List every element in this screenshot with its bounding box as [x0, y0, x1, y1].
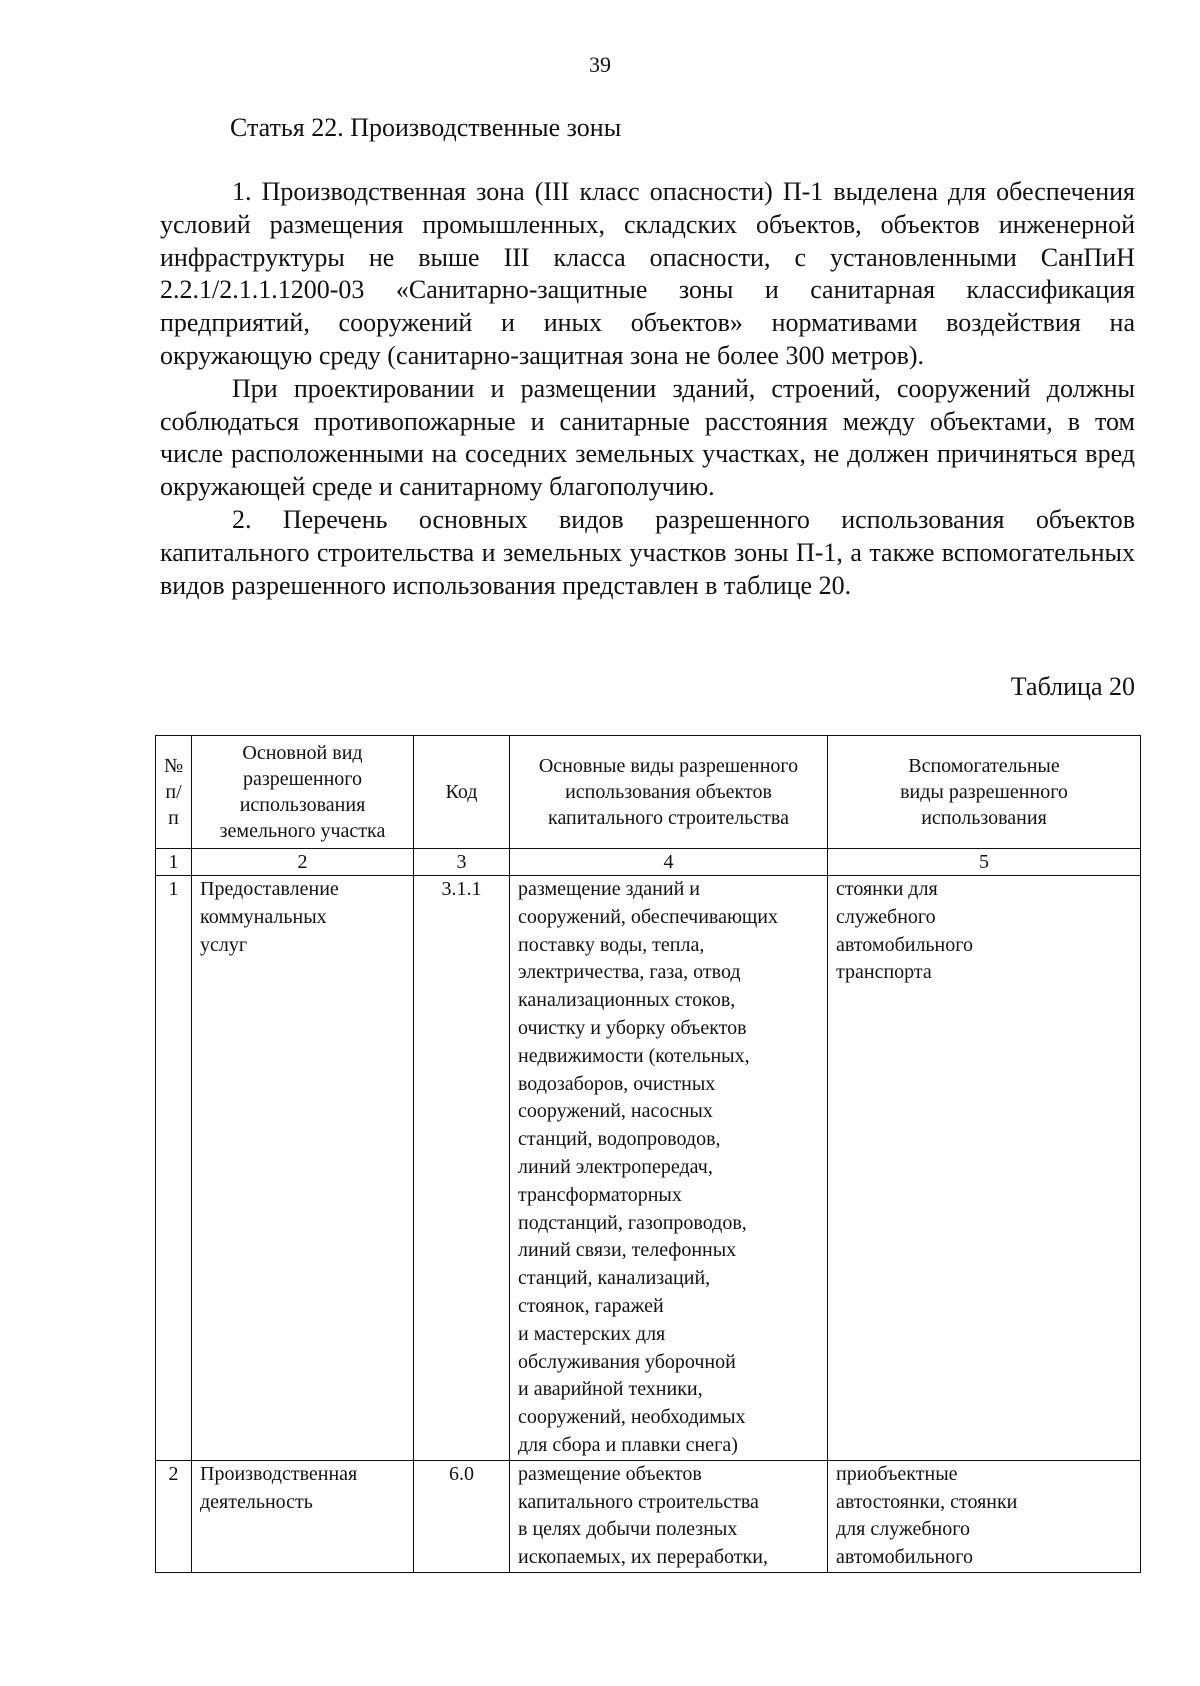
column-number: 1 [156, 849, 192, 876]
column-number: 4 [510, 849, 828, 876]
column-number: 5 [828, 849, 1141, 876]
paragraph: 1. Производственная зона (III класс опасности) П-1 выделена для обеспечения условий размещения промышленных, складских объектов, объектов инженерной инфраструктуры не выше III класса опасности, с установленными СанПиН 2.2.1/2.1.1.1200-03 «Санитарно-защитные зоны и санитарная классификация предприятий, сооружений и иных объектов» нормативами воздействия на окружающую среду (санитарно-защитная зона не более 300 метров). [160, 177, 1135, 370]
paragraph: При проектировании и размещении зданий, строений, сооружений должны соблюдаться противопожарные и санитарные расстояния между объектами, в том числе расположенными на соседних земельных участках, не должен причиняться вред окружающей среде и санитарному благополучию. [160, 373, 1135, 502]
row-num: 2 [156, 1460, 192, 1572]
header-aux-uses: Вспомогательные виды разрешенного использования [828, 736, 1141, 849]
table-row [156, 876, 1141, 1461]
column-number-row [156, 849, 1141, 876]
row-main-uses: размещение зданий и сооружений, обеспечивающих поставку воды, тепла, электричества, газа, отвод канализационных стоков, очистку и уборку объектов недвижимости (котельных, водозаборов, очистных сооружений, насосных станций, водопроводов, линий электропередач, трансформаторных подстанций, газопроводов, линий связи, телефонных станций, канализаций, стоянок, гаражей и мастерских для обслуживания уборочной и аварийной техники, сооружений, необходимых для сбора и плавки снега) [510, 876, 828, 1461]
table-row [156, 1460, 1141, 1572]
row-num: 1 [156, 876, 192, 1461]
header-main-uses: Основные виды разрешенного использования объектов капитального строительства [510, 736, 828, 849]
row-aux-uses: приобъектные автостоянки, стоянки для служебного автомобильного [828, 1460, 1141, 1572]
page-number: 39 [589, 52, 611, 77]
row-aux-uses: стоянки для служебного автомобильного транспорта [828, 876, 1141, 1461]
header-land-use: Основной вид разрешенного использования земельного участка [192, 736, 414, 849]
article-title: Статья 22. Производственные зоны [230, 113, 622, 142]
column-number: 3 [414, 849, 510, 876]
row-code: 6.0 [414, 1460, 510, 1572]
row-land-use: Предоставление коммунальных услуг [192, 876, 414, 1461]
row-code: 3.1.1 [414, 876, 510, 1461]
row-main-uses: размещение объектов капитального строительства в целях добычи полезных ископаемых, их переработки, [510, 1460, 828, 1572]
zoning-table [155, 735, 1141, 1573]
table-caption: Таблица 20 [1010, 672, 1135, 701]
header-num: № п/п [156, 736, 192, 849]
table-header-row [156, 736, 1141, 849]
row-land-use: Производственная деятельность [192, 1460, 414, 1572]
article-body [160, 176, 1135, 602]
column-number: 2 [192, 849, 414, 876]
paragraph: 2. Перечень основных видов разрешенного использования объектов капитального строительства и земельных участков зоны П-1, а также вспомогательных видов разрешенного использования представлен в таблице 20. [160, 504, 1135, 600]
header-code: Код [414, 736, 510, 849]
